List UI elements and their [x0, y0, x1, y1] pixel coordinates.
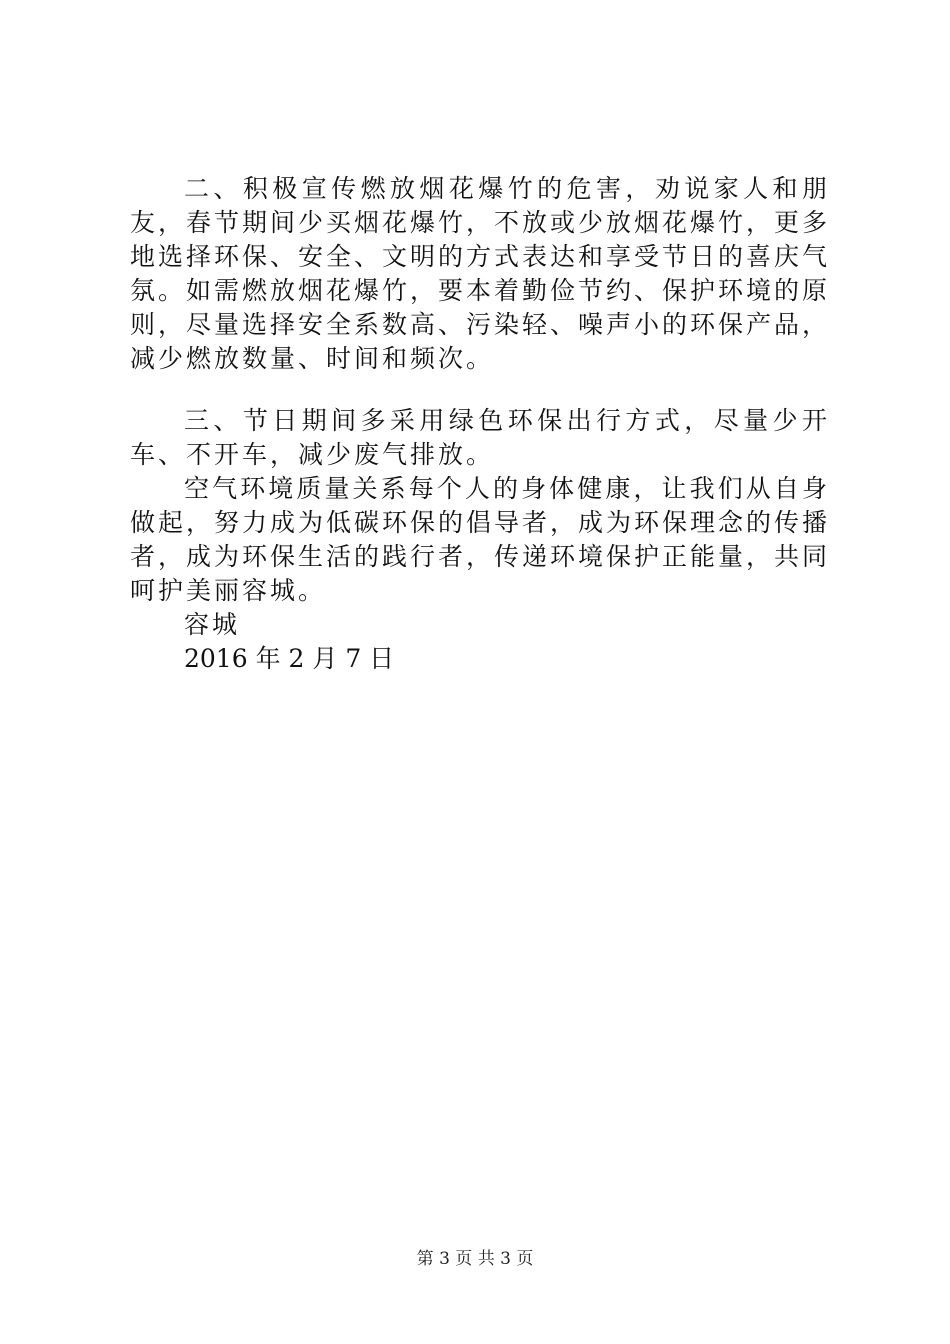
paragraph-call-to-action: 空气环境质量关系每个人的身体健康，让我们从自身做起，努力成为低碳环保的倡导者，成为环保理念的传播者，成为环保生活的践行者，传递环境保护正能量，共同呵护美丽容城。 [130, 474, 831, 605]
paragraph-fireworks: 二、积极宣传燃放烟花爆竹的危害，劝说家人和朋友，春节期间少买烟花爆竹，不放或少放烟花爆竹，更多地选择环保、安全、文明的方式表达和享受节日的喜庆气氛。如需燃放烟花爆竹，要本着勤俭节约、保护环境的原则，尽量选择安全系数高、污染轻、噪声小的环保产品，减少燃放数量、时间和频次。 [130, 174, 831, 373]
signature: 容城 [184, 610, 241, 639]
document-date: 2016 年 2 月 7 日 [184, 644, 395, 673]
paragraph-green-travel: 三、节日期间多采用绿色环保出行方式，尽量少开车、不开车，减少废气排放。 [130, 406, 830, 469]
document-body [130, 172, 830, 676]
page-footer: 第 3 页 共 3 页 [416, 1249, 534, 1269]
